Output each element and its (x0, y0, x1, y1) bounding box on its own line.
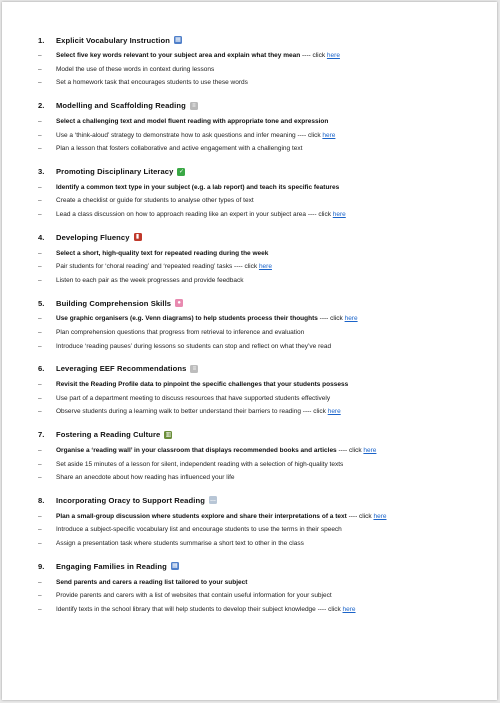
list-item-text: Plan a small-group discussion where students explore and share their interpretations of a text (56, 512, 347, 520)
list-item-text-wrap (56, 606, 356, 613)
click-prompt: ---- click (295, 131, 323, 139)
list-item-text-wrap (56, 408, 341, 415)
list-item-text: Model the use of these words in context during lessons (56, 65, 215, 73)
list-item-text-wrap (56, 79, 248, 86)
list-item-text-wrap (56, 52, 340, 59)
section-heading (38, 296, 457, 310)
section-1 (38, 33, 457, 90)
list-item-text-wrap (56, 540, 304, 547)
section-title: Modelling and Scaffolding Reading (56, 101, 186, 111)
list-item (38, 208, 457, 222)
list-dash: – (38, 592, 42, 600)
list-dash: – (38, 408, 42, 416)
list-item (38, 378, 457, 392)
list-item-text-wrap (56, 184, 339, 191)
list-item-text: Identify texts in the school library that will help students to develop their subject knowledge (56, 605, 316, 613)
list-item-text: Revisit the Reading Profile data to pinpoint the specific challenges that your students possess (56, 381, 349, 389)
list-item-text: Select a challenging text and model fluent reading with appropriate tone and expression (56, 118, 329, 126)
list-dash: – (38, 145, 42, 153)
family-icon: ▦ (171, 563, 178, 570)
document-icon: ≡ (190, 365, 198, 373)
section-title: Fostering a Reading Culture (56, 430, 161, 440)
here-link[interactable]: here (342, 605, 356, 613)
section-2 (38, 99, 457, 156)
list-item (38, 444, 457, 458)
list-item (38, 63, 457, 77)
section-number: 4. (38, 232, 45, 242)
list-item-text: Use a ‘think-aloud’ strategy to demonstrate how to ask questions and infer meaning (56, 131, 296, 139)
list-dash: – (38, 539, 42, 547)
list-item (38, 194, 457, 208)
brain-icon: ● (175, 299, 183, 307)
section-number: 2. (38, 101, 45, 111)
list-item (38, 471, 457, 485)
list-item-text: Select a short, high-quality text for repeated reading during the week (56, 249, 269, 257)
list-dash: – (38, 394, 42, 402)
here-link[interactable]: here (373, 512, 387, 520)
list-item-text: Organise a ‘reading wall’ in your classroom that displays recommended books and articles (56, 446, 337, 454)
click-prompt: ---- click (315, 605, 343, 613)
section-4 (38, 230, 457, 287)
books-icon: ▥ (165, 431, 172, 438)
list-item (38, 326, 457, 340)
list-item-text: Introduce ‘reading pauses’ during lessons so students can stop and reflect on what they’ve read (56, 342, 332, 350)
list-item-text-wrap (56, 250, 268, 257)
list-dash: – (38, 381, 42, 389)
section-title: Building Comprehension Skills (56, 298, 172, 308)
section-number: 3. (38, 167, 45, 177)
section-title: Engaging Families in Reading (56, 561, 167, 571)
list-dash: – (38, 249, 42, 257)
here-link[interactable]: here (258, 263, 272, 271)
section-heading (38, 493, 457, 507)
list-item-text: Select five key words relevant to your subject area and explain what they mean (56, 52, 301, 60)
abc-icon: ▦ (175, 37, 181, 43)
list-item-text: Use part of a department meeting to discuss resources that have supported students effectively (56, 394, 331, 402)
list-item (38, 392, 457, 406)
list-item-text-wrap (56, 592, 332, 599)
list-dash: – (38, 131, 42, 139)
list-item (38, 128, 457, 142)
section-8 (38, 493, 457, 550)
list-item (38, 115, 457, 129)
section-title: Promoting Disciplinary Literacy (56, 167, 174, 177)
click-prompt: ---- click (232, 263, 259, 271)
list-item-text: Listen to each pair as the week progresses and provide feedback (56, 276, 244, 284)
list-item-text: Assign a presentation task where students summarise a short text to other in the class (56, 539, 304, 547)
here-link[interactable]: here (344, 315, 358, 323)
list-item-text-wrap (56, 329, 304, 336)
list-item-text-wrap (56, 315, 358, 322)
list-item-text-wrap (56, 381, 348, 388)
here-link[interactable]: here (326, 52, 340, 60)
book-icon: ▮ (134, 233, 142, 241)
list-item-text-wrap (56, 395, 330, 402)
here-link[interactable]: here (363, 446, 377, 454)
list-dash: – (38, 52, 42, 60)
list-item (38, 181, 457, 195)
list-item (38, 246, 457, 260)
list-item (38, 537, 457, 551)
section-number: 6. (38, 364, 45, 374)
section-number: 5. (38, 298, 45, 308)
list-item (38, 312, 457, 326)
list-item-text: Create a checklist or guide for students to analyse other types of text (56, 197, 254, 205)
list-item-text-wrap (56, 132, 335, 139)
list-item-text: Observe students during a learning walk to better understand their barriers to reading (56, 408, 301, 416)
list-item-text-wrap (56, 579, 247, 586)
section-6 (38, 362, 457, 419)
list-item-text: Lead a class discussion on how to approach reading like an expert in your subject area (56, 211, 307, 219)
check-mark-icon: ✓ (178, 168, 184, 175)
list-item-text-wrap (56, 474, 235, 481)
list-item (38, 405, 457, 419)
list-item-text: Introduce a subject-specific vocabulary list and encourage students to use the terms in their speech (56, 526, 342, 534)
list-dash: – (38, 578, 42, 586)
here-link[interactable]: here (327, 408, 341, 416)
document-page (2, 2, 497, 700)
list-dash: – (38, 526, 42, 534)
click-prompt: ---- click (300, 52, 327, 60)
section-title: Incorporating Oracy to Support Reading (56, 495, 205, 505)
click-prompt: ---- click (346, 512, 374, 520)
section-title: Explicit Vocabulary Instruction (56, 35, 170, 45)
section-heading (38, 165, 457, 179)
list-item-text: Plan comprehension questions that progress from retrieval to inference and evaluation (56, 329, 305, 337)
list-item-text-wrap (56, 447, 376, 454)
section-heading (38, 99, 457, 113)
list-dash: – (38, 474, 42, 482)
list-item (38, 457, 457, 471)
list-dash: – (38, 329, 42, 337)
section-heading (38, 559, 457, 573)
section-number: 8. (38, 495, 45, 505)
click-prompt: ---- click (336, 446, 364, 454)
list-item-text: Send parents and carers a reading list tailored to your subject (56, 578, 248, 586)
list-item (38, 602, 457, 616)
list-item-text: Provide parents and carers with a list of websites that contain useful information for your subject (56, 592, 332, 600)
click-prompt: ---- click (317, 315, 345, 323)
list-item-text: Use graphic organisers (e.g. Venn diagrams) to help students process their thoughts (56, 315, 318, 323)
list-dash: – (38, 197, 42, 205)
section-3 (38, 165, 457, 222)
list-item-text: Plan a lesson that fosters collaborative and active engagement with a challenging text (56, 145, 303, 153)
section-heading (38, 230, 457, 244)
list-dash: – (38, 65, 42, 73)
list-item-text: Set a homework task that encourages students to use these words (56, 79, 248, 87)
list-dash: – (38, 315, 42, 323)
list-item-text: Share an anecdote about how reading has influenced your life (56, 474, 235, 482)
list-item (38, 509, 457, 523)
section-number: 1. (38, 35, 45, 45)
list-item (38, 49, 457, 63)
list-item (38, 142, 457, 156)
list-dash: – (38, 183, 42, 191)
section-9 (38, 559, 457, 616)
list-dash: – (38, 276, 42, 284)
list-item-text-wrap (56, 211, 346, 218)
click-prompt: ---- click (306, 211, 333, 219)
list-dash: – (38, 211, 42, 219)
section-heading (38, 362, 457, 376)
list-item (38, 339, 457, 353)
list-item-text-wrap (56, 526, 342, 533)
list-item (38, 274, 457, 288)
list-item-text-wrap (56, 343, 331, 350)
list-dash: – (38, 512, 42, 520)
section-7 (38, 428, 457, 485)
list-dash: – (38, 342, 42, 350)
click-prompt: ---- click (300, 408, 328, 416)
list-dash: – (38, 460, 42, 468)
section-number: 7. (38, 430, 45, 440)
list-item-text-wrap (56, 118, 328, 125)
list-dash: – (38, 263, 42, 271)
speech-bubble-icon: … (209, 497, 216, 504)
list-item-text-wrap (56, 145, 302, 152)
list-item-text-wrap (56, 197, 254, 204)
list-dash: – (38, 118, 42, 126)
list-dash: – (38, 446, 42, 454)
list-item (38, 589, 457, 603)
section-title: Leveraging EEF Recommendations (56, 364, 187, 374)
section-number: 9. (38, 561, 45, 571)
list-item-text-wrap (56, 513, 387, 520)
list-dash: – (38, 605, 42, 613)
list-item (38, 76, 457, 90)
list-item (38, 523, 457, 537)
list-item-text: Identify a common text type in your subject (e.g. a lab report) and teach its specific features (56, 183, 340, 191)
list-item-text-wrap (56, 66, 214, 73)
section-title: Developing Fluency (56, 232, 130, 242)
here-link[interactable]: here (322, 131, 336, 139)
list-item-text: Pair students for ‘choral reading’ and ‘repeated reading’ tasks (56, 263, 233, 271)
list-dash: – (38, 79, 42, 87)
here-link[interactable]: here (332, 211, 346, 219)
list-item (38, 260, 457, 274)
section-heading (38, 33, 457, 47)
list-item-text-wrap (56, 277, 244, 284)
section-5 (38, 296, 457, 353)
list-item-text: Set aside 15 minutes of a lesson for silent, independent reading with a selection of high-quality texts (56, 460, 344, 468)
list-item (38, 575, 457, 589)
section-heading (38, 428, 457, 442)
list-item-text-wrap (56, 263, 272, 270)
memo-icon: ≡ (190, 102, 198, 110)
list-item-text-wrap (56, 461, 343, 468)
